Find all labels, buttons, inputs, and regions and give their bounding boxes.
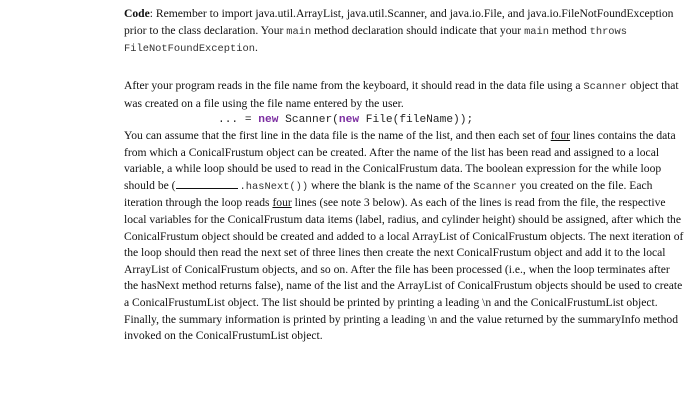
new-keyword-1: new (258, 114, 279, 126)
scanner-class-name-2: Scanner (473, 180, 517, 193)
body-text-2: lines contains the data from which a ConicalFrustum object can be created. After the name of the list has been read and assigned to a local variable, a while loop should be used to read in the ConicalFrustum data. The boolean expression for the while loop should be (124, 129, 676, 192)
code-prefix: ... = (218, 114, 259, 126)
main-keyword: main (286, 25, 312, 38)
hasnext-call: .hasNext()) (239, 180, 309, 193)
scanner-intro-paragraph (124, 78, 684, 112)
scanner-code-line (218, 112, 618, 129)
body-text-4: you created on the file. Each iteration through the loop reads (124, 178, 653, 210)
body-text-3: where the blank is the name of the (308, 178, 474, 192)
scanner-intro-text-2: object that was created on a file using the file name entered by the user. (124, 79, 679, 110)
code-note-text-3: method (549, 23, 590, 37)
four-emphasis-2: four (272, 196, 292, 210)
code-note-text-1: : Remember to import java.util.ArrayList, java.util.Scanner, and java.io.File, and java.io.FileNotFoundException prior to the class declaration. Your (124, 7, 674, 37)
body-text-5: lines (see note 3 below). As each of the lines is read from the file, the respective local variables for the ConicalFrustum data items (label, radius, and cylinder height) should be assigned, after which the ConicalFrustum object should be created and added to a local ArrayList of ConicalFrustum objects. The next iteration of the loop should then read the next set of three lines then create the next ConicalFrustum object and add it to the local ArrayList of ConicalFrustum objects, and so on. After the file has been processed (i.e., when the loop terminates after the hasNext method returns false), name of the list and the ArrayList of ConicalFrustum objects should be used to create a ConicalFrustumList object. The list should be printed by printing a leading \n and the ConicalFrustumList object. Finally, the summary information is printed by printing a leading \n and the value returned by the summaryInfo method invoked on the ConicalFrustumList object. (124, 196, 684, 343)
code-note-text-4: . (254, 41, 258, 55)
new-keyword-2: new (338, 114, 360, 126)
open-paren: ( (171, 178, 176, 192)
scanner-class-name: Scanner (583, 81, 628, 93)
body-text-1: You can assume that the first line in the data file is the name of the list, and then each set of (124, 129, 551, 142)
code-note-text-2: method declaration should indicate that your (311, 23, 525, 37)
code-note-paragraph (124, 6, 684, 58)
instructions-paragraph (124, 128, 684, 345)
main-keyword-2: main (524, 25, 550, 38)
code-label: Code (124, 7, 150, 20)
four-emphasis-1: four (550, 129, 571, 142)
code-mid: Scanner( (278, 114, 339, 126)
throws-clause: throws FileNotFoundException (124, 25, 628, 56)
code-tail: File(fileName)); (359, 114, 474, 126)
blank-line (176, 178, 238, 189)
scanner-intro-text-1: After your program reads in the file name from the keyboard, it should read in the data file using a (124, 79, 584, 92)
